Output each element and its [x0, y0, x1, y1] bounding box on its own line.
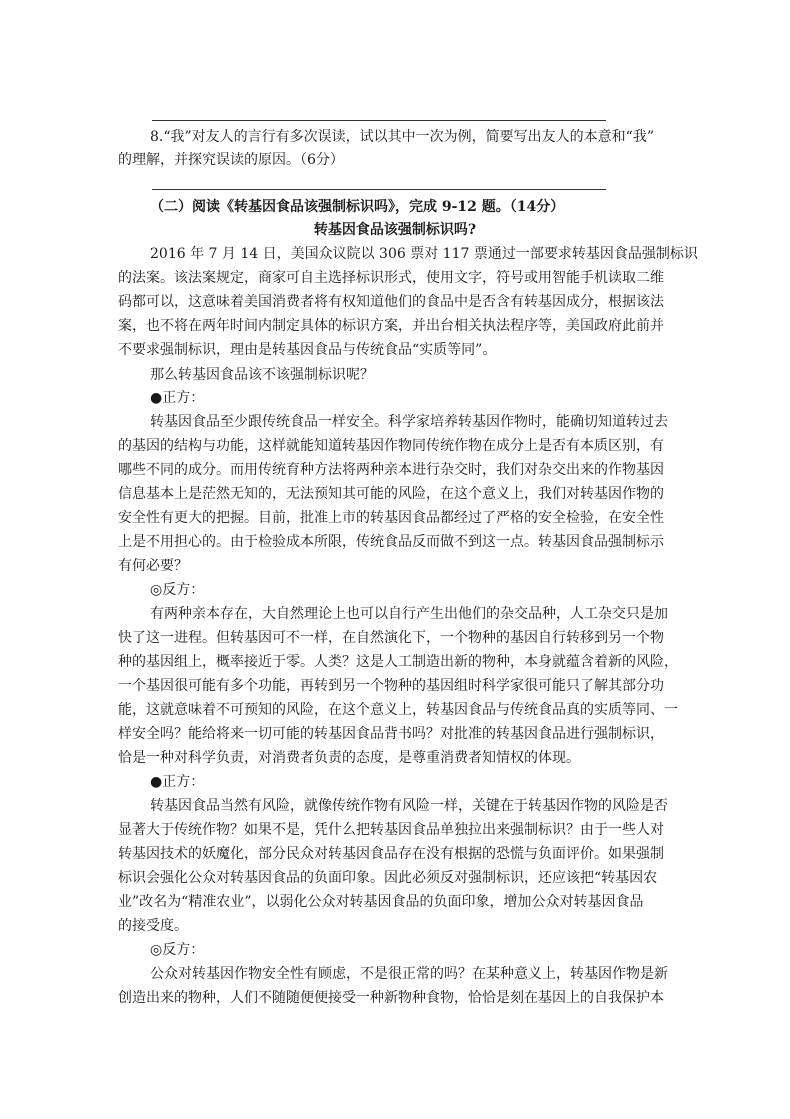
- paragraph-line: 码都可以，这意味着美国消费者将有权知道他们的食品中是否含有转基因成分，根据该法: [118, 294, 664, 310]
- debate-label-con: ◎反方：: [150, 582, 205, 598]
- question-8-line-2: 的理解，并探究误读的原因。（6分）: [118, 152, 344, 168]
- paragraph-line: 的基因的结构与功能，这样就能知道转基因作物同传统作物在成分上是否有本质区别，有: [118, 438, 664, 454]
- debate-label-pro: ●正方：: [150, 774, 205, 790]
- paragraph-line: 安全性有更大的把握。目前，批准上市的转基因食品都经过了严格的安全检验，在安全性: [118, 510, 664, 526]
- paragraph-line: 恰是一种对科学负责，对消费者负责的态度，是尊重消费者知情权的体现。: [118, 750, 580, 766]
- paragraph-line: 业”改名为“精准农业”，以弱化公众对转基因食品的负面印象，增加公众对转基因食品: [118, 894, 644, 910]
- paragraph-line: 的法案。该法案规定，商家可自主选择标识形式，使用文字，符号或用智能手机读取二维: [118, 270, 664, 286]
- paragraph-line: 哪些不同的成分。而用传统育种方法将两种亲本进行杂交时，我们对杂交出来的作物基因: [118, 462, 664, 478]
- paragraph-line: 创造出来的物种，人们不随随便便接受一种新物种食物，恰恰是刻在基因上的自我保护本: [118, 990, 664, 1006]
- paragraph-line: 转基因技术的妖魔化，部分民众对转基因食品存在没有根据的恐慌与负面评价。如果强制: [118, 846, 664, 862]
- paragraph-line: 不要求强制标识，理由是转基因食品与传统食品“实质等同”。: [118, 342, 497, 358]
- paragraph-line: 案，也不将在两年时间内制定具体的标识方案，并出台相关执法程序等，美国政府此前并: [118, 318, 664, 334]
- paragraph-line: 快了这一进程。但转基因可不一样，在自然演化下，一个物种的基因自行转移到另一个物: [118, 630, 664, 646]
- paragraph-line: 显著大于传统作物？如果不是，凭什么把转基因食品单独拉出来强制标识？由于一些人对: [118, 822, 664, 838]
- paragraph-line: 那么转基因食品该不该强制标识呢？: [150, 367, 374, 383]
- paragraph-line: 种的基因组上，概率接近于零。人类？这是人工制造出新的物种，本身就蕴含着新的风险，: [118, 654, 678, 670]
- paragraph-line: 的接受度。: [118, 918, 188, 934]
- paragraph-line: 有何必要？: [118, 558, 188, 574]
- paragraph-line: 上是不用担心的。由于检验成本所限，传统食品反而做不到这一点。转基因食品强制标示: [118, 534, 664, 550]
- paragraph-line: 2016 年 7 月 14 日，美国众议院以 306 票对 117 票通过一部要求转基因食品强制标识: [150, 246, 698, 262]
- paragraph-line: 标识会强化公众对转基因食品的负面印象。因此必须反对强制标识，还应该把“转基因农: [118, 870, 658, 886]
- paragraph-line: 公众对转基因作物安全性有顾虑，不是很正常的吗？在某种意义上，转基因作物是新: [150, 966, 668, 982]
- paragraph-line: 信息基本上是茫然无知的，无法预知其可能的风险，在这个意义上，我们对转基因作物的: [118, 486, 664, 502]
- paragraph-line: 有两种亲本存在，大自然理论上也可以自行产生出他们的杂交品种，人工杂交只是加: [150, 606, 668, 622]
- paragraph-line: 能，这就意味着不可预知的风险，在这个意义上，转基因食品与传统食品真的实质等同、一: [118, 702, 678, 718]
- paragraph-line: 一个基因很可能有多个功能，再转到另一个物种的基因组时科学家很可能只了解其部分功: [118, 678, 664, 694]
- answer-line: [152, 120, 606, 121]
- debate-label-con: ◎反方：: [150, 942, 205, 958]
- paragraph-line: 转基因食品至少跟传统食品一样安全。科学家培养转基因作物时，能确切知道转过去: [150, 414, 668, 430]
- section-heading: （二）阅读《转基因食品该强制标识吗》，完成 9-12 题。（14分）: [150, 199, 565, 215]
- paragraph-line: 样安全吗？能给将来一切可能的转基因食品背书吗？对批准的转基因食品进行强制标识，: [118, 726, 664, 742]
- answer-line: [152, 189, 606, 190]
- paragraph-line: 转基因食品当然有风险，就像传统作物有风险一样，关键在于转基因作物的风险是否: [150, 798, 668, 814]
- article-title: 转基因食品该强制标识吗?: [313, 222, 477, 238]
- debate-label-pro: ●正方：: [150, 390, 205, 406]
- question-8-line-1: 8.“我”对友人的言行有多次误读，试以其中一次为例，简要写出友人的本意和“我”: [150, 129, 654, 145]
